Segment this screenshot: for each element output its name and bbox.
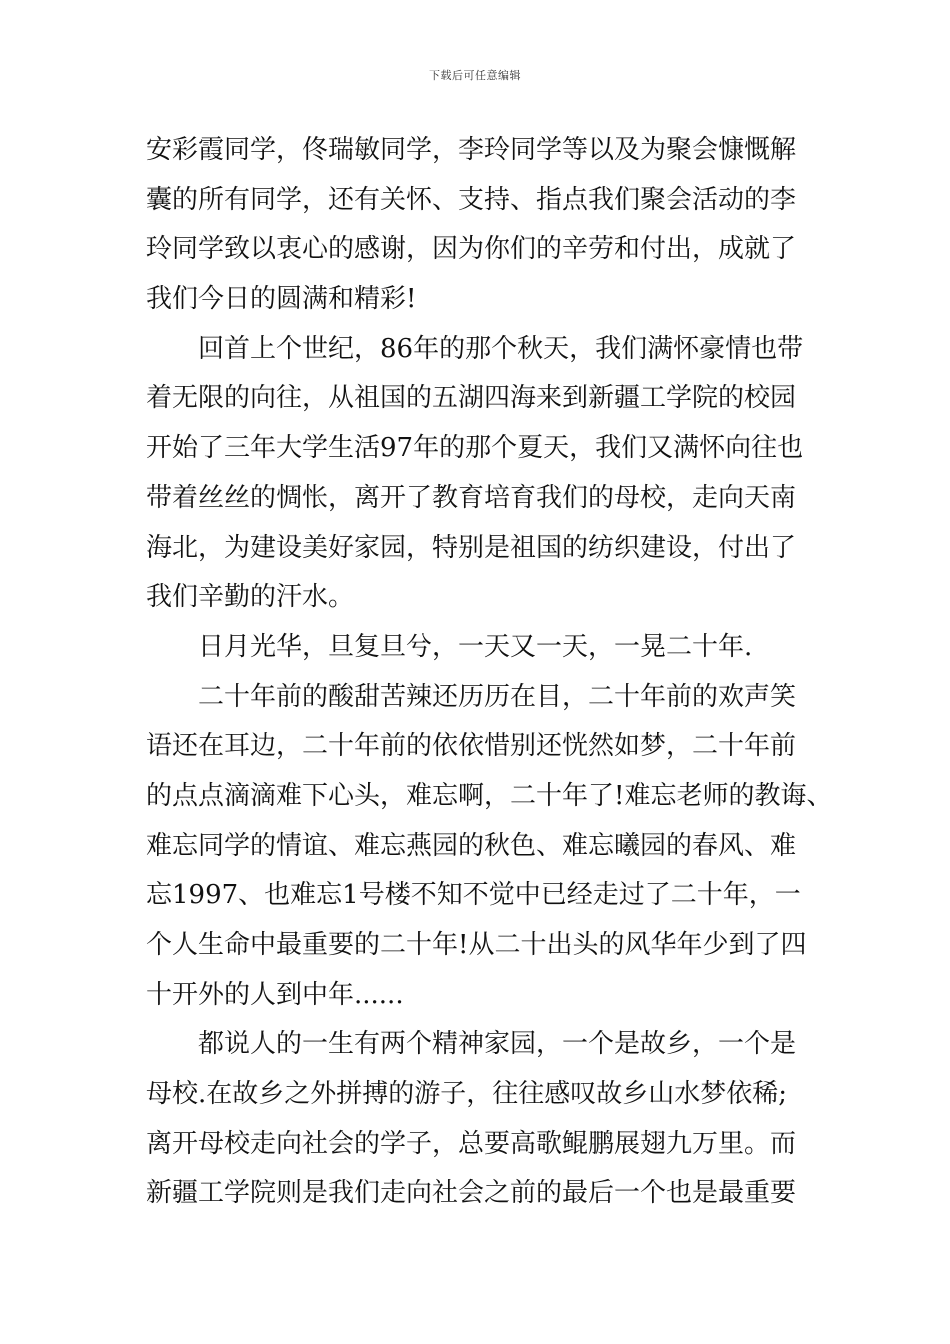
text-line: 开始了三年大学生活97年的那个夏天，我们又满怀向往也 — [146, 433, 804, 464]
text-line: 新疆工学院则是我们走向社会之前的最后一个也是最重要 — [146, 1178, 797, 1209]
text-line: 十开外的人到中年...... — [146, 979, 404, 1010]
text-line: 母校.在故乡之外拼搏的游子，往往感叹故乡山水梦依稀; — [146, 1079, 788, 1110]
text-line: 海北，为建设美好家园，特别是祖国的纺织建设，付出了 — [146, 532, 797, 563]
text-line: 二十年前的酸甜苦辣还历历在目，二十年前的欢声笑 — [198, 681, 797, 712]
text-line: 带着丝丝的惆怅，离开了教育培育我们的母校，走向天南 — [146, 482, 797, 513]
page-header: 下载后可任意编辑 — [429, 69, 521, 82]
text-line: 都说人的一生有两个精神家园，一个是故乡，一个是 — [198, 1029, 797, 1060]
text-line: 囊的所有同学，还有关怀、支持、指点我们聚会活动的李 — [146, 184, 797, 215]
text-line: 的点点滴滴难下心头，难忘啊，二十年了!难忘老师的教诲、 — [146, 780, 833, 811]
text-line: 日月光华，旦复旦兮，一天又一天，一晃二十年. — [198, 631, 753, 662]
text-line: 回首上个世纪，86年的那个秋天，我们满怀豪情也带 — [198, 333, 804, 364]
text-line: 我们今日的圆满和精彩! — [146, 284, 417, 315]
text-line: 安彩霞同学，佟瑞敏同学，李玲同学等以及为聚会慷慨解 — [146, 135, 797, 165]
text-line: 着无限的向往，从祖国的五湖四海来到新疆工学院的校园 — [146, 383, 797, 414]
text-line: 个人生命中最重要的二十年!从二十出头的风华年少到了四 — [146, 930, 807, 960]
text-line: 语还在耳边，二十年前的依依惜别还恍然如梦，二十年前 — [146, 731, 797, 762]
text-line: 难忘同学的情谊、难忘燕园的秋色、难忘曦园的春风、难 — [146, 830, 797, 861]
text-line: 我们辛勤的汗水。 — [146, 582, 355, 613]
text-line: 玲同学致以衷心的感谢，因为你们的辛劳和付出，成就了 — [146, 234, 797, 265]
text-line: 离开母校走向社会的学子，总要高歌鲲鹏展翅九万里。而 — [146, 1128, 797, 1159]
text-line: 忘1997、也难忘1号楼不知不觉中已经走过了二十年，一 — [146, 880, 801, 911]
document-body — [146, 126, 836, 1219]
